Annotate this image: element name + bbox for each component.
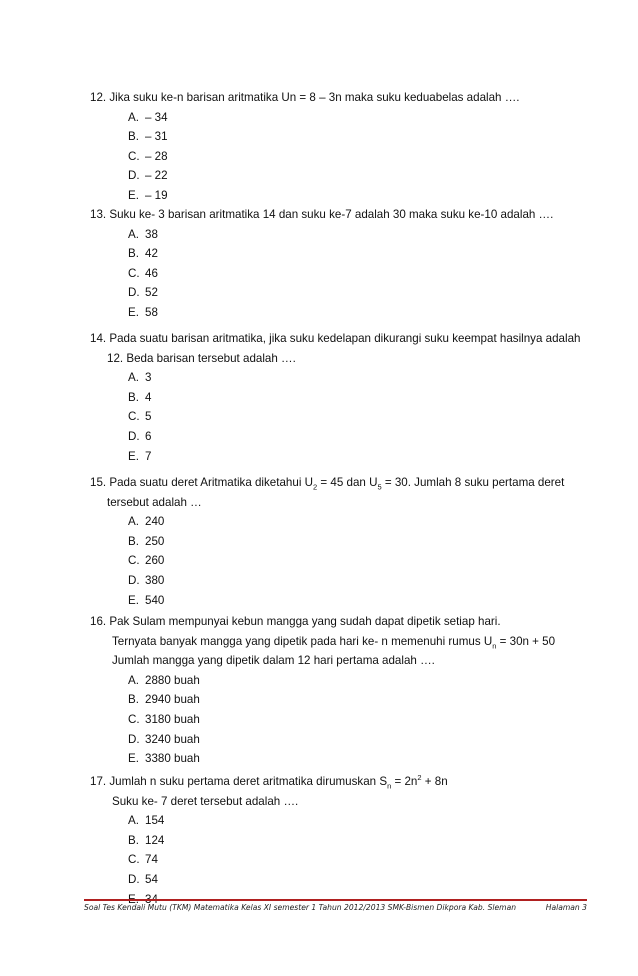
option-e: E. 7	[128, 449, 152, 463]
option-d: D. 6	[128, 429, 152, 443]
option-a: A. 154	[128, 814, 165, 828]
option-d: D. – 22	[128, 169, 168, 183]
option-d: D. 380	[128, 573, 165, 587]
option-d: D. 52	[128, 286, 158, 300]
question-stem: 15. Pada suatu deret Aritmatika diketahui $U_2 = 45$ dan $U_5 = 30$. Jumlah 8 suku pertama deret	[90, 476, 565, 492]
footer-document-title: Soal Tes Kendali Mutu (TKM) Matematika Kelas XI semester 1 Tahun 2012/2013 SMK-Bismen Dikpora Kab. Sleman	[84, 903, 517, 912]
footer-page-number: Halaman 3	[545, 903, 587, 912]
option-c: C. 5	[128, 410, 152, 424]
option-b: B. 124	[128, 833, 165, 847]
option-e: E. 540	[128, 593, 165, 607]
option-b: B. 4	[128, 390, 152, 404]
question-stem-continued: Ternyata banyak mangga yang dipetik pada hari ke- n memenuhi rumus $U_n = 30n + 50$	[112, 634, 556, 650]
question-stem-continued: Jumlah mangga yang dipetik dalam 12 hari pertama adalah ….	[112, 654, 435, 668]
page-footer	[84, 899, 587, 912]
option-b: B. 2940 buah	[128, 693, 200, 707]
question-stem-continued: 12. Beda barisan tersebut adalah ….	[107, 351, 296, 365]
question-13	[90, 205, 553, 323]
option-c: C. 46	[128, 266, 158, 280]
option-a: A. 3	[128, 371, 152, 385]
option-a: A. 2880 buah	[128, 673, 200, 687]
option-c: C. 74	[128, 853, 158, 867]
question-stem: 17. Jumlah n suku pertama deret aritmatika dirumuskan $S_n = 2n^2 + 8n$	[90, 773, 448, 791]
option-e: E. – 19	[128, 188, 168, 202]
option-e: E. 34	[128, 892, 158, 906]
question-stem: 16. Pak Sulam mempunyai kebun mangga yang sudah dapat dipetik setiap hari.	[90, 615, 501, 628]
option-e: E. 58	[128, 305, 158, 319]
option-b: B. – 31	[128, 130, 168, 144]
question-12	[90, 88, 520, 206]
question-stem: 12. Jika suku ke-n barisan aritmatika Un = 8 – 3n maka suku keduabelas adalah ….	[90, 91, 520, 104]
option-c: C. 3180 buah	[128, 712, 200, 726]
option-d: D. 3240 buah	[128, 732, 200, 746]
option-e: E. 3380 buah	[128, 752, 200, 766]
question-16	[90, 612, 555, 769]
option-c: C. 260	[128, 554, 165, 568]
question-14	[90, 329, 580, 466]
option-d: D. 54	[128, 872, 158, 886]
option-a: A. – 34	[128, 110, 168, 124]
option-b: B. 42	[128, 247, 158, 261]
question-stem: 14. Pada suatu barisan aritmatika, jika suku kedelapan dikurangi suku keempat hasilnya adalah	[90, 332, 581, 345]
option-c: C. – 28	[128, 149, 168, 163]
question-15	[90, 473, 564, 610]
option-a: A. 38	[128, 227, 158, 241]
option-a: A. 240	[128, 515, 165, 529]
question-stem-continued: tersebut adalah …	[107, 495, 202, 509]
option-b: B. 250	[128, 534, 165, 548]
question-17	[90, 772, 448, 909]
question-stem: 13. Suku ke- 3 barisan aritmatika 14 dan suku ke-7 adalah 30 maka suku ke-10 adalah ….	[90, 208, 554, 221]
question-stem-continued: Suku ke- 7 deret tersebut adalah ….	[112, 794, 299, 808]
